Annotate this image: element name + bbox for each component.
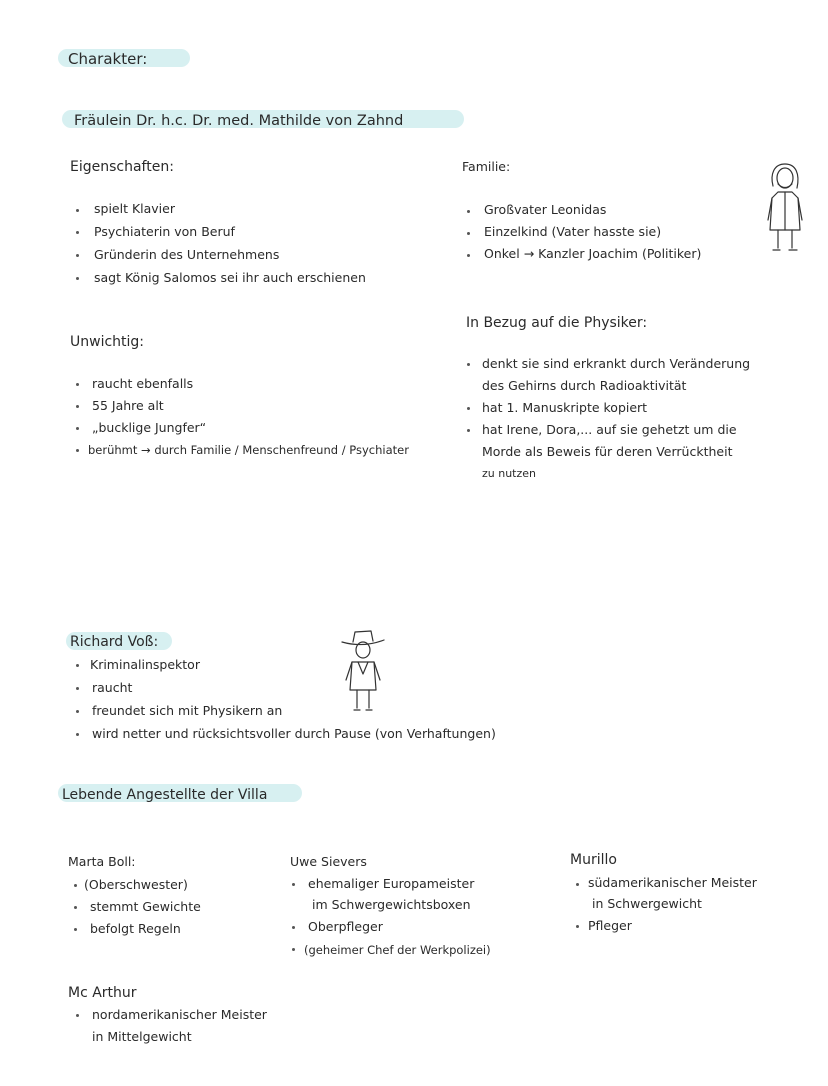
physiker-item-line: Morde als Beweis für deren Verrücktheit xyxy=(482,444,733,459)
unwichtig-item: 55 Jahre alt xyxy=(92,398,164,413)
voss-name: Richard Voß: xyxy=(70,634,159,650)
bullet xyxy=(76,710,79,713)
bullet xyxy=(467,254,470,257)
bullet xyxy=(467,429,470,432)
familie-item: Onkel → Kanzler Joachim (Politiker) xyxy=(484,246,702,261)
eigenschaften-item: spielt Klavier xyxy=(94,201,175,216)
unwichtig-heading: Unwichtig: xyxy=(70,334,145,350)
unwichtig-item: „bucklige Jungfer“ xyxy=(92,420,207,435)
bullet xyxy=(292,948,295,951)
bullet xyxy=(467,407,470,410)
angestellte-heading: Lebende Angestellte der Villa xyxy=(62,787,268,803)
bullet xyxy=(76,405,79,408)
uwe-item-line: im Schwergewichtsboxen xyxy=(312,897,471,912)
uwe-item-line: (geheimer Chef der Werkpolizei) xyxy=(304,943,491,957)
page-title: Charakter: xyxy=(68,50,148,68)
physiker-item-line: des Gehirns durch Radioaktivität xyxy=(482,378,687,393)
mcarthur-name: Mc Arthur xyxy=(68,985,137,1001)
familie-item: Großvater Leonidas xyxy=(484,202,607,217)
bullet xyxy=(467,232,470,235)
physiker-item-line: hat 1. Manuskripte kopiert xyxy=(482,400,648,415)
voss-item: freundet sich mit Physikern an xyxy=(92,703,283,718)
bullet xyxy=(74,928,77,931)
eigenschaften-heading: Eigenschaften: xyxy=(70,159,174,175)
bullet xyxy=(76,1014,79,1017)
murillo-item-line: in Schwergewicht xyxy=(592,896,702,911)
physiker-item-line: zu nutzen xyxy=(482,467,537,480)
bullet xyxy=(76,254,79,257)
bullet xyxy=(292,926,295,929)
bullet xyxy=(76,733,79,736)
uwe-item-line: Oberpfleger xyxy=(308,919,383,934)
zahnd-sketch-icon xyxy=(760,160,810,260)
bullet xyxy=(467,210,470,213)
bullet xyxy=(76,209,79,212)
uwe-name: Uwe Sievers xyxy=(290,854,367,869)
murillo-item-line: Pfleger xyxy=(588,918,632,933)
bullet xyxy=(76,277,79,280)
bullet xyxy=(576,925,579,928)
eigenschaften-item: sagt König Salomos sei ihr auch erschienen xyxy=(94,270,366,285)
physiker-heading: In Bezug auf die Physiker: xyxy=(466,315,648,331)
murillo-name: Murillo xyxy=(570,852,617,868)
familie-item: Einzelkind (Vater hasste sie) xyxy=(484,224,662,239)
physiker-item-line: hat Irene, Dora,... auf sie gehetzt um die xyxy=(482,422,737,437)
bullet xyxy=(74,906,77,909)
bullet xyxy=(74,884,77,887)
marta-item: befolgt Regeln xyxy=(90,921,181,936)
mcarthur-item-line: in Mittelgewicht xyxy=(92,1029,192,1044)
bullet xyxy=(76,383,79,386)
voss-item: raucht xyxy=(92,680,133,695)
eigenschaften-item: Psychiaterin von Beruf xyxy=(94,224,235,239)
unwichtig-item: raucht ebenfalls xyxy=(92,376,194,391)
bullet xyxy=(467,363,470,366)
uwe-item-line: ehemaliger Europameister xyxy=(308,876,475,891)
murillo-item-line: südamerikanischer Meister xyxy=(588,875,757,890)
mcarthur-item-line: nordamerikanischer Meister xyxy=(92,1007,267,1022)
bullet xyxy=(76,231,79,234)
bullet xyxy=(292,883,295,886)
bullet xyxy=(76,687,79,690)
marta-name: Marta Boll: xyxy=(68,854,136,869)
zahnd-name: Fräulein Dr. h.c. Dr. med. Mathilde von Zahnd xyxy=(74,113,404,129)
eigenschaften-item: Gründerin des Unternehmens xyxy=(94,247,280,262)
bullet xyxy=(576,883,579,886)
physiker-item-line: denkt sie sind erkrankt durch Veränderung xyxy=(482,356,751,371)
bullet xyxy=(76,449,79,452)
familie-heading: Familie: xyxy=(462,159,511,174)
voss-item: wird netter und rücksichtsvoller durch Pause (von Verhaftungen) xyxy=(92,726,496,741)
marta-item: stemmt Gewichte xyxy=(90,899,201,914)
marta-item: (Oberschwester) xyxy=(84,877,188,892)
voss-item: Kriminalinspektor xyxy=(90,657,200,672)
unwichtig-item: berühmt → durch Familie / Menschenfreund / Psychiater xyxy=(88,443,409,457)
bullet xyxy=(76,664,79,667)
voss-sketch-icon xyxy=(338,628,388,718)
bullet xyxy=(76,427,79,430)
